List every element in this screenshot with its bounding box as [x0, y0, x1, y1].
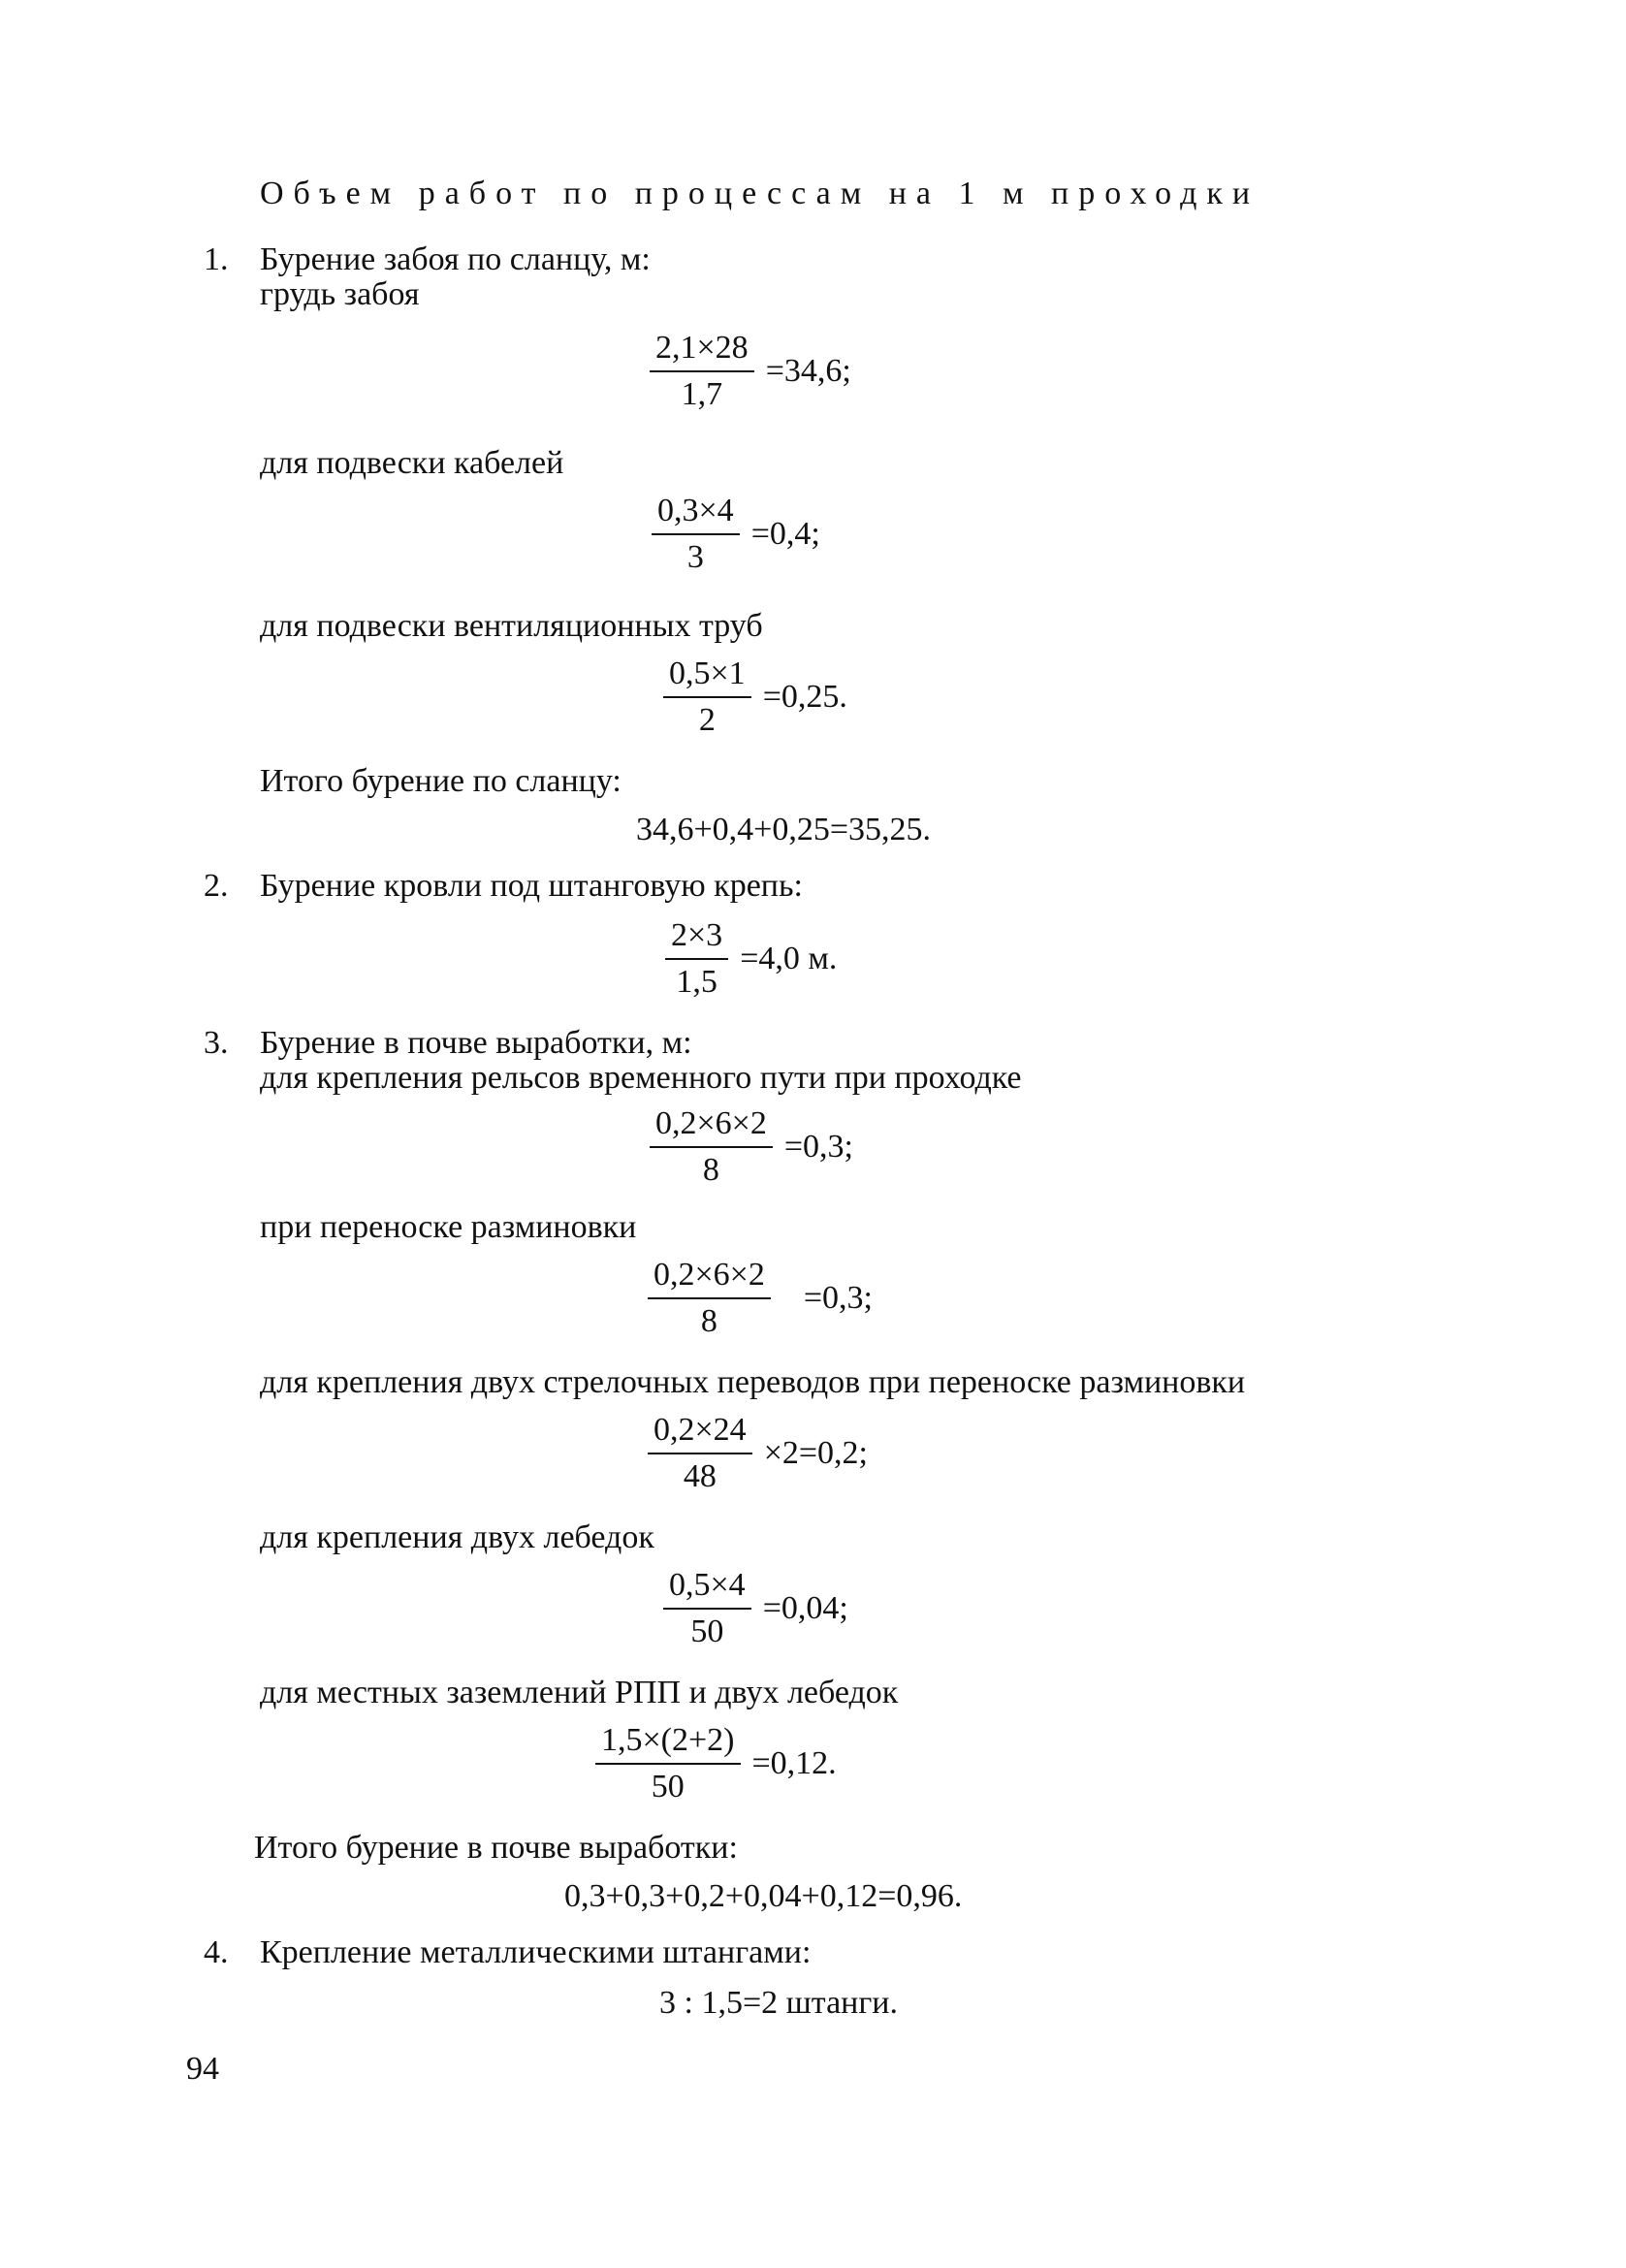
numerator: 0,5×4	[663, 1567, 751, 1610]
numerator: 0,2×6×2	[648, 1257, 771, 1299]
result: =0,3;	[803, 1280, 873, 1316]
formula-label: для подвески вентиляционных труб	[260, 608, 763, 644]
result: =34,6;	[765, 353, 851, 389]
item-title: Бурение в почве выработки, м:	[260, 1025, 692, 1061]
fraction	[595, 1722, 741, 1805]
result: =0,25.	[762, 679, 847, 715]
numerator: 0,2×6×2	[650, 1105, 773, 1148]
denominator: 8	[700, 1303, 717, 1339]
numerator: 0,3×4	[652, 493, 740, 535]
total-label: Итого бурение в почве выработки:	[254, 1830, 738, 1866]
numerator: 1,5×(2+2)	[595, 1722, 741, 1765]
formula	[663, 655, 847, 739]
formula-label: для крепления двух лебедок	[260, 1519, 654, 1555]
formula	[650, 330, 851, 413]
result: =0,12.	[751, 1745, 837, 1781]
item-subtitle: грудь забоя	[260, 276, 420, 312]
item-title: Бурение кровли под штанговую крепь:	[260, 868, 803, 904]
total-label: Итого бурение по сланцу:	[260, 763, 622, 799]
formula-label: для местных заземлений РПП и двух лебедок	[260, 1675, 899, 1710]
result: =0,3;	[783, 1129, 853, 1165]
fraction	[652, 493, 740, 576]
result: =0,4;	[750, 516, 820, 552]
item-subtitle: для крепления рельсов временного пути при проходке	[260, 1060, 1022, 1096]
fraction	[648, 1257, 771, 1340]
total-expression: 34,6+0,4+0,25=35,25.	[636, 812, 932, 847]
denominator: 48	[683, 1458, 717, 1494]
page-number: 94	[186, 2051, 219, 2087]
result: =0,04;	[762, 1590, 848, 1626]
result: ×2=0,2;	[763, 1435, 868, 1471]
denominator: 3	[686, 539, 704, 575]
denominator: 50	[651, 1769, 685, 1805]
numerator: 0,2×24	[648, 1412, 752, 1454]
formula	[650, 1105, 853, 1189]
fraction	[663, 1567, 751, 1650]
formula-label: для подвески кабелей	[260, 445, 564, 481]
fraction	[650, 330, 754, 413]
item-number: 4.	[204, 1934, 229, 1970]
total-expression: 0,3+0,3+0,2+0,04+0,12=0,96.	[564, 1878, 963, 1914]
denominator: 2	[698, 702, 716, 738]
section-heading: Объем работ по процессам на 1 м проходки	[260, 176, 1260, 211]
fraction	[665, 917, 728, 1001]
denominator: 1,7	[681, 376, 723, 412]
formula	[595, 1722, 837, 1805]
formula-label: при переноске разминовки	[260, 1209, 637, 1245]
fraction	[650, 1105, 773, 1189]
formula	[648, 1412, 868, 1495]
formula	[648, 1257, 873, 1340]
item-number: 2.	[204, 868, 229, 904]
numerator: 0,5×1	[663, 655, 751, 698]
numerator: 2×3	[665, 917, 728, 960]
denominator: 1,5	[676, 964, 717, 1000]
item-title: Бурение забоя по сланцу, м:	[260, 241, 651, 277]
formula-label: для крепления двух стрелочных переводов при переноске разминовки	[260, 1364, 1246, 1400]
formula	[663, 1567, 848, 1650]
numerator: 2,1×28	[650, 330, 754, 372]
calculation: 3 : 1,5=2 штанги.	[659, 1985, 899, 2021]
denominator: 50	[690, 1613, 724, 1649]
fraction	[648, 1412, 752, 1495]
result: =4,0 м.	[740, 941, 838, 976]
fraction	[663, 655, 751, 739]
denominator: 8	[702, 1152, 719, 1188]
item-number: 1.	[204, 241, 229, 277]
item-title: Крепление металлическими штангами:	[260, 1934, 812, 1970]
item-number: 3.	[204, 1025, 229, 1061]
formula	[665, 917, 837, 1001]
formula	[652, 493, 820, 576]
